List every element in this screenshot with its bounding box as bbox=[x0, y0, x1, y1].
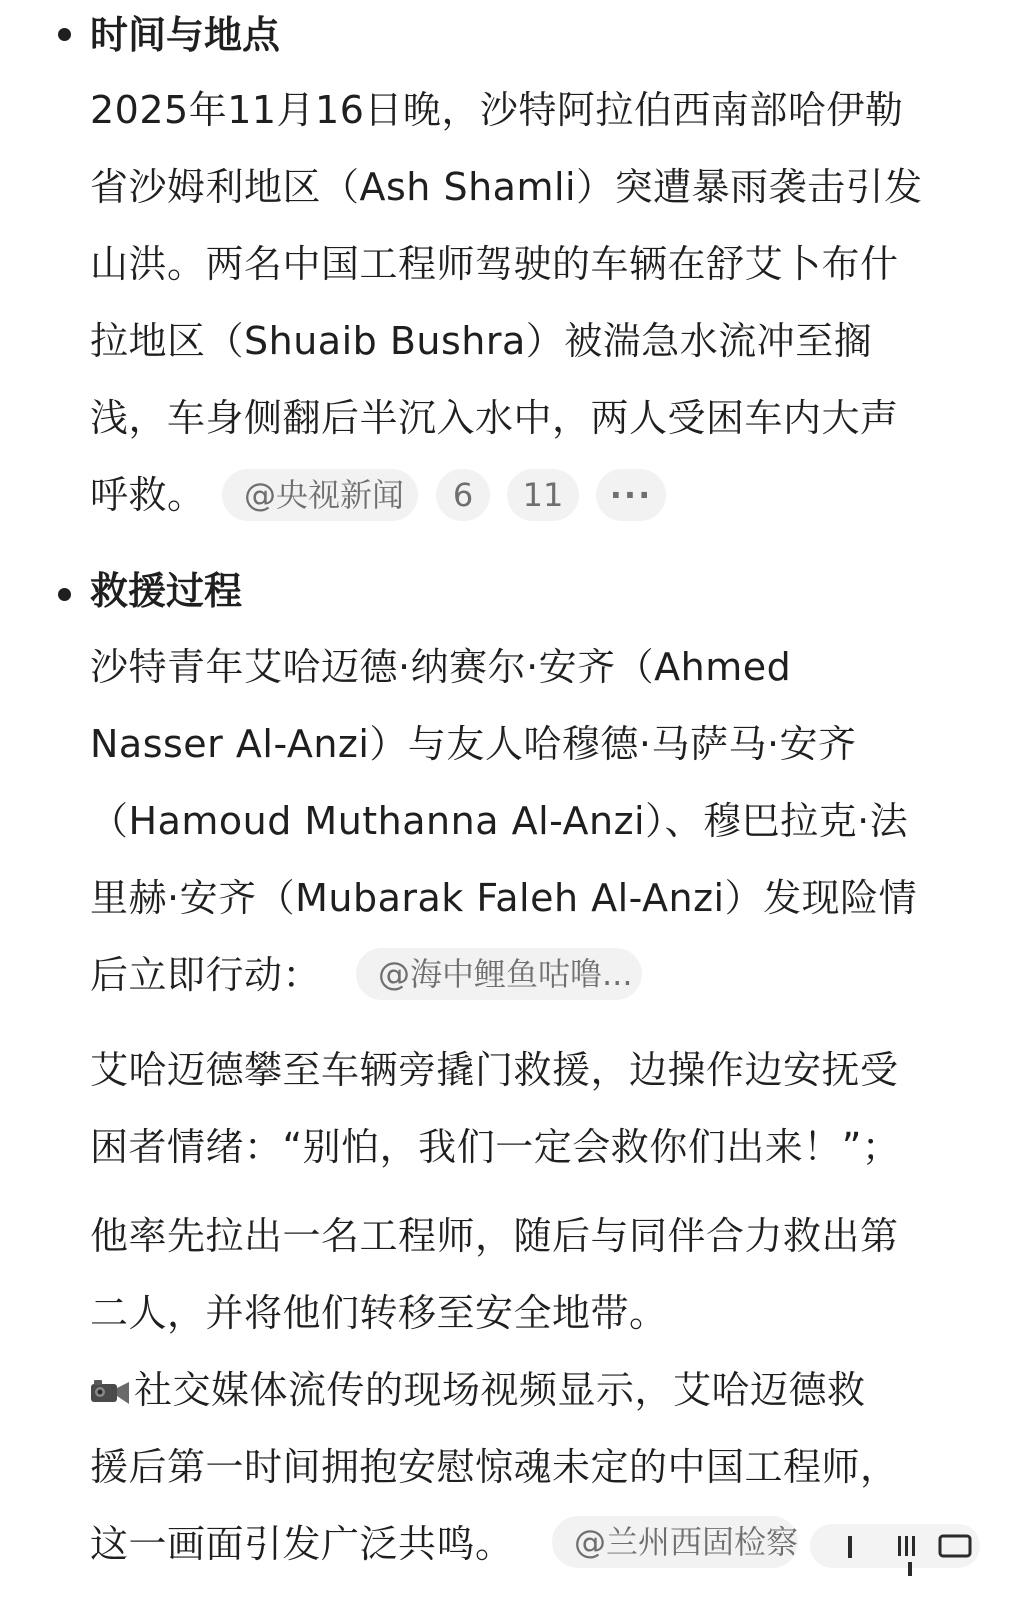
floating-toolbar[interactable] bbox=[790, 1518, 990, 1578]
section-heading: 救援过程 bbox=[90, 569, 243, 613]
count-chip[interactable]: 6 bbox=[436, 469, 490, 521]
more-options-button[interactable]: ··· bbox=[596, 469, 666, 521]
body-text-line: 浅，车身侧翻后半沉入水中，两人受困车内大声 bbox=[90, 396, 899, 440]
body-text-line: 二人，并将他们转移至安全地带。 bbox=[90, 1291, 668, 1335]
source-chip[interactable]: @兰州西固检察 bbox=[552, 1516, 798, 1568]
body-text-line: 山洪。两名中国工程师驾驶的车辆在舒艾卜布什 bbox=[90, 242, 899, 286]
body-text-line: 里赫·安齐（Mubarak Faleh Al-Anzi）发现险情 bbox=[90, 876, 918, 920]
body-text-line: Nasser Al-Anzi）与友人哈穆德·马萨马·安齐 bbox=[90, 722, 857, 766]
body-text-line-with-icon bbox=[90, 1365, 866, 1415]
body-text-line: 呼救。 bbox=[90, 473, 206, 517]
body-text-line: 艾哈迈德攀至车辆旁撬门救援，边操作边安抚受 bbox=[90, 1048, 899, 1092]
section-heading: 时间与地点 bbox=[90, 13, 281, 57]
source-chip[interactable]: @央视新闻 bbox=[222, 469, 418, 521]
body-text-line: 沙特青年艾哈迈德·纳赛尔·安齐（Ahmed bbox=[90, 645, 792, 689]
body-text-line: 社交媒体流传的现场视频显示，艾哈迈德救 bbox=[134, 1368, 866, 1412]
source-chip[interactable]: @海中鲤鱼咕噜... bbox=[356, 948, 642, 1000]
body-text-line: 拉地区（Shuaib Bushra）被湍急水流冲至搁 bbox=[90, 319, 873, 363]
body-text-line: 省沙姆利地区（Ash Shamli）突遭暴雨袭击引发 bbox=[90, 165, 923, 209]
body-text-line: 后立即行动： bbox=[90, 953, 322, 997]
count-chip[interactable]: 11 bbox=[507, 469, 579, 521]
body-text-line: 这一画面引发广泛共鸣。 bbox=[90, 1522, 514, 1566]
body-text-line: （Hamoud Muthanna Al-Anzi）、穆巴拉克·法 bbox=[90, 799, 909, 843]
body-text-line: 他率先拉出一名工程师，随后与同伴合力救出第 bbox=[90, 1214, 899, 1258]
video-camera-icon bbox=[90, 1368, 130, 1396]
body-text-line: 2025年11月16日晚，沙特阿拉伯西南部哈伊勒 bbox=[90, 88, 904, 132]
bullet-icon bbox=[58, 588, 71, 601]
body-text-line: 援后第一时间拥抱安慰惊魂未定的中国工程师， bbox=[90, 1445, 899, 1489]
body-text-line: 困者情绪：“别怕，我们一定会救你们出来！”； bbox=[90, 1125, 901, 1169]
bullet-icon bbox=[58, 28, 71, 41]
